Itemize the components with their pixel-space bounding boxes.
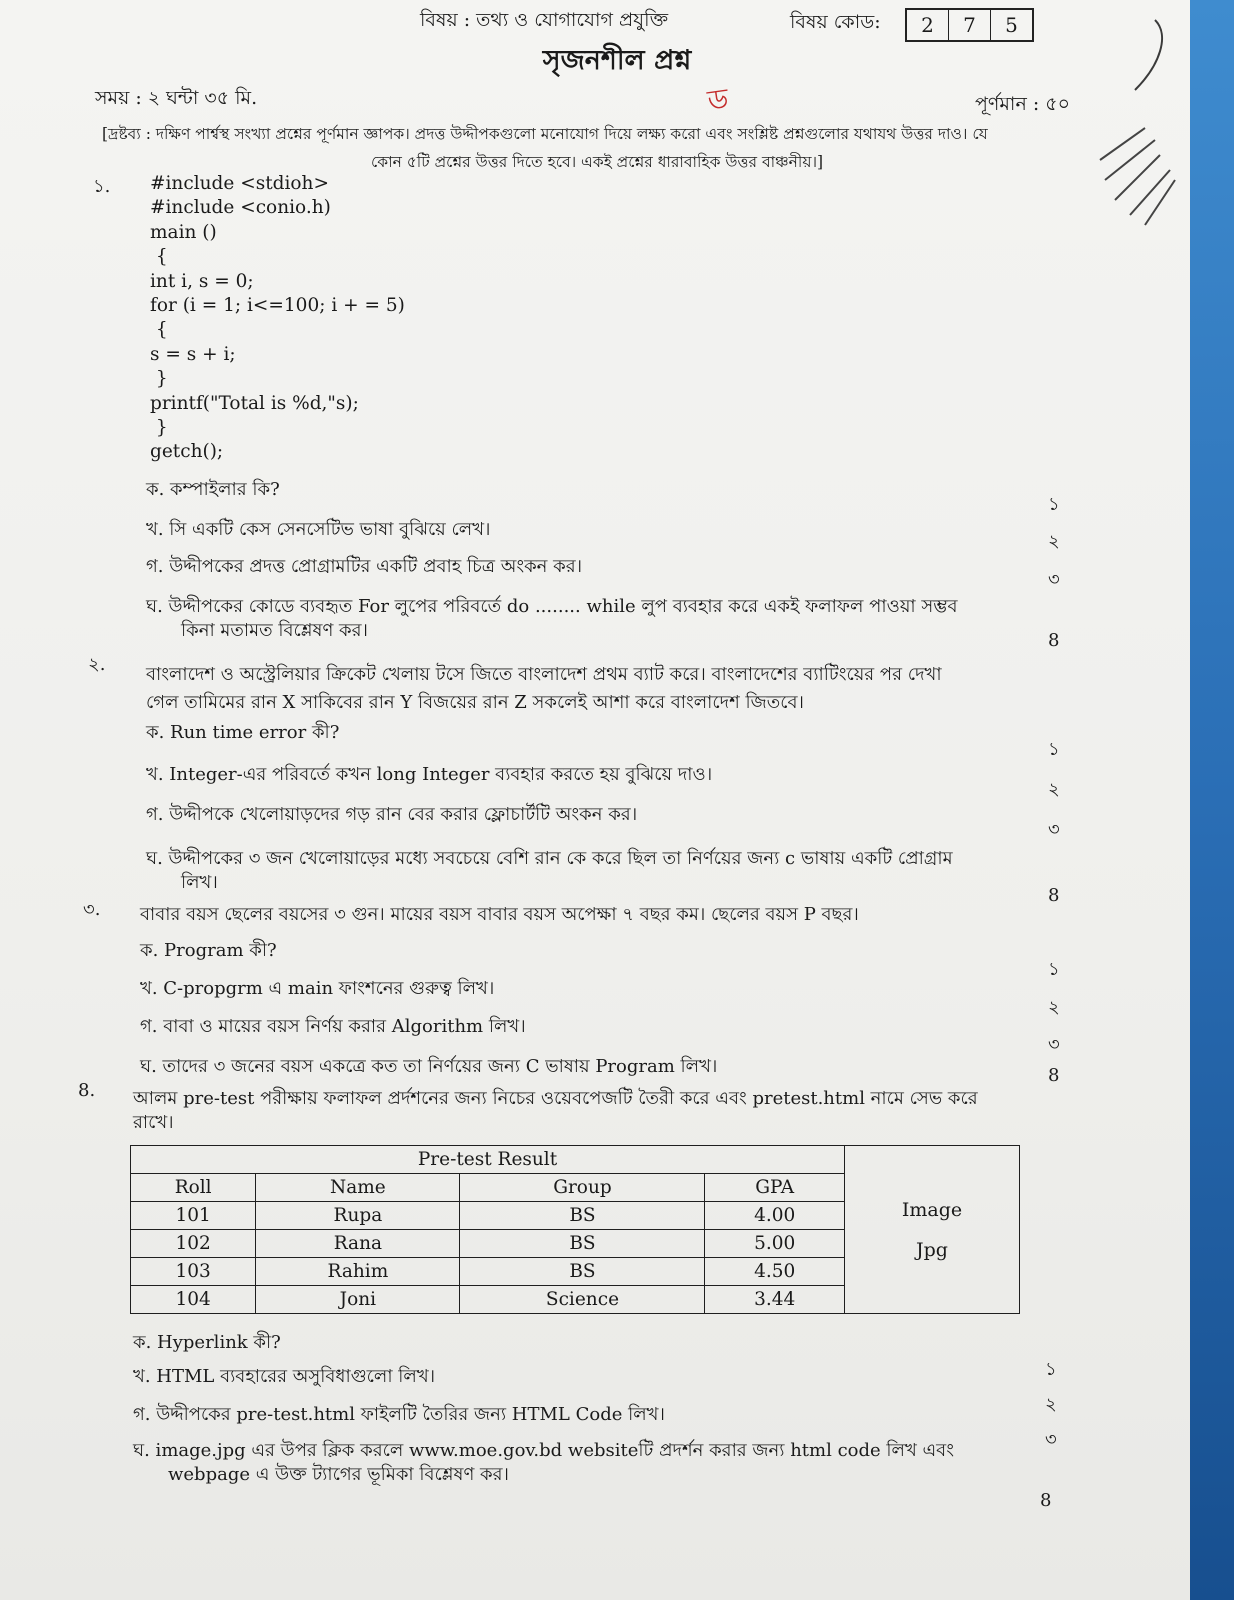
subject-code-label: বিষয় কোড:: [790, 11, 881, 33]
table-cell: 3.44: [705, 1286, 845, 1314]
q4-sub-d-line1: ঘ. image.jpg এর উপর ক্লিক করলে www.moe.gov.bd websiteটি প্রদর্শন করার জন্য html code লিখ এবং: [133, 1440, 954, 1461]
table-cell: Rahim: [256, 1258, 460, 1286]
q2-mark-d: 8: [1048, 885, 1060, 906]
code-digit: 2: [907, 10, 949, 40]
q3-mark-b: ২: [1048, 997, 1060, 1018]
page-title: সৃজনশীল প্রশ্ন: [542, 45, 692, 76]
table-cell: 4.50: [705, 1258, 845, 1286]
q2-mark-a: ১: [1048, 739, 1060, 760]
q2-mark-b: ২: [1048, 779, 1060, 800]
q1-mark-a: ১: [1048, 494, 1060, 515]
q4-mark-b: ২: [1045, 1394, 1057, 1415]
q1-sub-c: গ. উদ্দীপকের প্রদত্ত প্রোগ্রামটির একটি প্রবাহ চিত্র অংকন কর।: [146, 556, 583, 577]
q2-sub-d-line1: ঘ. উদ্দীপকের ৩ জন খেলোয়াড়ের মধ্যে সবচেয়ে বেশি রান কে করে ছিল তা নির্ণয়ের জন্য c ভাষায় একটি প্রোগ্রাম: [146, 848, 953, 869]
table-cell: BS: [460, 1230, 705, 1258]
column-header: Roll: [131, 1174, 256, 1202]
subject-line: বিষয় : তথ্য ও যোগাযোগ প্রযুক্তি: [420, 9, 669, 31]
column-header: GPA: [705, 1174, 845, 1202]
q4-stem-line2: রাখে।: [133, 1112, 174, 1133]
q3-sub-b: খ. C-propgrm এ main ফাংশনের গুরুত্ব লিখ।: [140, 978, 495, 999]
q4-sub-c: গ. উদ্দীপকের pre-test.html ফাইলটি তৈরির জন্য HTML Code লিখ।: [133, 1404, 665, 1425]
pretest-result-table: [130, 1145, 1020, 1314]
q3-mark-c: ৩: [1048, 1034, 1060, 1055]
q1-mark-d: 8: [1048, 630, 1060, 651]
column-header: Group: [460, 1174, 705, 1202]
q2-mark-c: ৩: [1048, 819, 1060, 840]
q3-mark-d: 8: [1048, 1065, 1060, 1086]
q3-sub-a: ক. Program কী?: [140, 940, 277, 961]
question-number: ৩.: [83, 899, 101, 920]
q4-mark-d: 8: [1040, 1490, 1052, 1511]
image-placeholder-cell: [845, 1146, 1020, 1314]
image-cell-type: Jpg: [916, 1238, 948, 1261]
q4-sub-d-line2: webpage এ উক্ত ট্যাগের ভূমিকা বিশ্লেষণ কর।: [168, 1464, 509, 1485]
note-line-2: কোন ৫টি প্রশ্নের উত্তর দিতে হবে। একই প্রশ্নের ধারাবাহিক উত্তর বাঞ্চনীয়।]: [370, 153, 824, 171]
code-digit: 7: [949, 10, 991, 40]
table-cell: 104: [131, 1286, 256, 1314]
table-cell: 101: [131, 1202, 256, 1230]
table-cell: 5.00: [705, 1230, 845, 1258]
q4-mark-c: ৩: [1045, 1429, 1057, 1450]
q2-sub-d-line2: লিখ।: [181, 872, 218, 893]
question-number: 8.: [78, 1080, 96, 1101]
q1-sub-a: ক. কম্পাইলার কি?: [146, 479, 280, 500]
table-cell: 103: [131, 1258, 256, 1286]
question-number: ২.: [88, 654, 106, 675]
table-cell: 4.00: [705, 1202, 845, 1230]
question-number: ১.: [93, 176, 111, 197]
q1-code-block: #include <stdioh> #include <conio.h) main () { int i, s = 0; for (i = 1; i<=100; i + = 5) { s = s + i; } printf("Total is %d,"s); } getch();: [150, 173, 405, 463]
q2-sub-b: খ. Integer-এর পরিবর্তে কখন long Integer ব্যবহার করতে হয় বুঝিয়ে দাও।: [146, 764, 713, 785]
table-cell: BS: [460, 1202, 705, 1230]
q1-mark-b: ২: [1048, 531, 1060, 552]
background-blue-surface: [1190, 0, 1234, 1600]
q4-stem-line1: আলম pre-test পরীক্ষায় ফলাফল প্রর্দশনের জন্য নিচের ওয়েবপেজটি তৈরী করে এবং pretest.html নামে সেভ করে: [133, 1088, 978, 1109]
image-cell-label: Image: [901, 1198, 963, 1221]
q2-sub-c: গ. উদ্দীপকে খেলোয়াড়দের গড় রান বের করার ফ্লোচার্টটি অংকন কর।: [146, 804, 638, 825]
table-cell: Rupa: [256, 1202, 460, 1230]
table-cell: Rana: [256, 1230, 460, 1258]
q4-mark-a: ১: [1045, 1359, 1057, 1380]
q3-sub-c: গ. বাবা ও মায়ের বয়স নির্ণয় করার Algorithm লিখ।: [140, 1016, 526, 1037]
column-header: Name: [256, 1174, 460, 1202]
q1-sub-b: খ. সি একটি কেস সেনসেটিভ ভাষা বুঝিয়ে লেখ।: [146, 519, 491, 540]
q3-sub-d: ঘ. তাদের ৩ জনের বয়স একত্রে কত তা নির্ণয়ের জন্য C ভাষায় Program লিখ।: [140, 1056, 718, 1077]
table-cell: Joni: [256, 1286, 460, 1314]
handwritten-red-mark: ড: [705, 81, 731, 118]
instructions-note: [102, 120, 1092, 176]
note-line-1: [দ্রষ্টব্য : দক্ষিণ পার্শ্বস্থ সংখ্যা প্রশ্নের পূর্ণমান জ্ঞাপক। প্রদত্ত উদ্দীপকগুলো মনোযোগ দিয়ে লক্ষ্য করো এবং সংশ্লিষ্ট প্রশ্নগুলোর যথাযথ উত্তর দাও। যে: [102, 125, 988, 143]
q2-stem-line2: গেল তামিমের রান X সাকিবের রান Y বিজয়ের রান Z সকলেই আশা করে বাংলাদেশ জিতবে।: [146, 692, 804, 713]
table-cell: BS: [460, 1258, 705, 1286]
q4-sub-a: ক. Hyperlink কী?: [133, 1332, 281, 1353]
table-cell: Science: [460, 1286, 705, 1314]
q3-stem: বাবার বয়স ছেলের বয়সের ৩ গুন। মায়ের বয়স বাবার বয়স অপেক্ষা ৭ বছর কম। ছেলের বয়স P বছর।: [140, 904, 859, 925]
q1-sub-d-line1: ঘ. উদ্দীপকের কোডে ব্যবহৃত For লুপের পরিবর্তে do ........ while লুপ ব্যবহার করে একই ফলাফল পাওয়া সম্ভব: [146, 596, 958, 617]
subject-code-box: [905, 8, 1034, 42]
q1-sub-d-line2: কিনা মতামত বিশ্লেষণ কর।: [181, 620, 368, 641]
q1-mark-c: ৩: [1048, 569, 1060, 590]
q2-stem-line1: বাংলাদেশ ও অস্ট্রেলিয়ার ক্রিকেট খেলায় টসে জিতে বাংলাদেশ প্রথম ব্যাট করে। বাংলাদেশের ব্যাটিংয়ের পর দেখা: [146, 664, 942, 685]
q2-sub-a: ক. Run time error কী?: [146, 722, 340, 743]
full-marks: পূর্ণমান : ৫০: [975, 93, 1070, 115]
q3-mark-a: ১: [1048, 959, 1060, 980]
exam-time: সময় : ২ ঘন্টা ৩৫ মি.: [95, 87, 258, 109]
table-caption: Pre-test Result: [131, 1146, 845, 1174]
table-cell: 102: [131, 1230, 256, 1258]
pen-scribble-icon: [1045, 10, 1185, 240]
code-digit: 5: [1005, 13, 1018, 37]
q4-sub-b: খ. HTML ব্যবহারের অসুবিধাগুলো লিখ।: [133, 1366, 436, 1387]
